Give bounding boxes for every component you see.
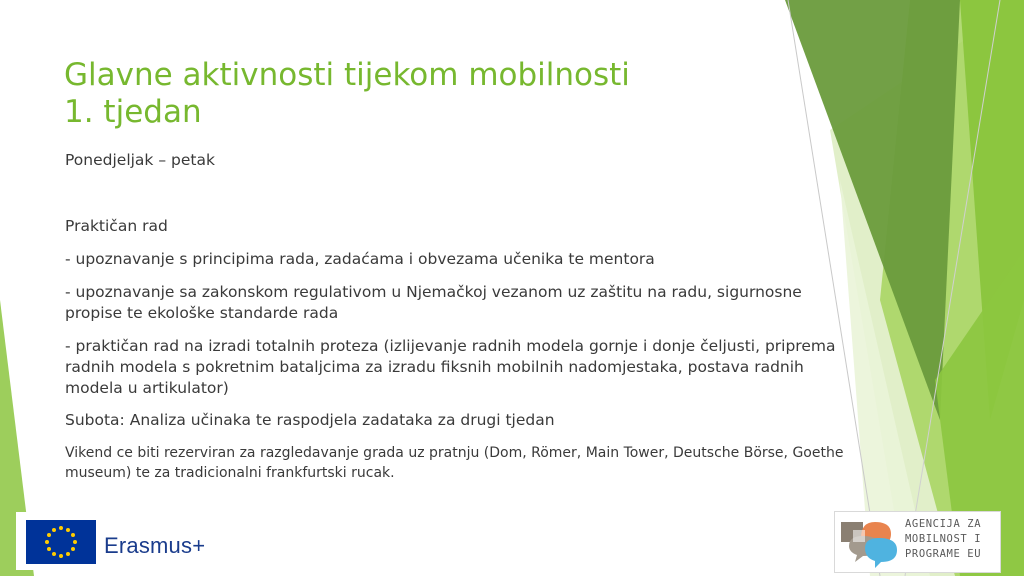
subtitle-days: Ponedjeljak – petak (65, 151, 215, 169)
slide-title (64, 57, 764, 131)
speech-bubbles-icon (839, 516, 899, 568)
agency-name-line-3: PROGRAME EU (905, 548, 982, 560)
slide-title-line-1: Glavne aktivnosti tijekom mobilnosti (64, 57, 630, 93)
list-item: - upoznavanje sa zakonskom regulativom u Njemačkoj vezanom uz zaštitu na radu, sigurnosne propise te ekološke standarde rada (65, 283, 802, 322)
saturday-note: Subota: Analiza učinaka te raspodjela zadataka za drugi tjedan (65, 411, 555, 429)
eu-flag-icon (26, 520, 96, 564)
list-item: - upoznavanje s principima rada, zadaćama i obvezama učenika te mentora (65, 250, 655, 268)
erasmus-logo (16, 512, 226, 570)
slide-title-line-2: 1. tjedan (64, 94, 202, 130)
erasmus-wordmark: Erasmus+ (104, 533, 206, 558)
agency-name-line-2: MOBILNOST I (905, 533, 982, 545)
list-item: - praktičan rad na izradi totalnih proteza (izlijevanje radnih modela gornje i donje čeljusti, priprema radnih modela s pokretnim bataljcima za izradu fiksnih mobilnih nadomjestaka, postava radnih modela u artikulator) (65, 337, 836, 397)
agency-name (905, 517, 981, 562)
agency-name-line-1: AGENCIJA ZA (905, 518, 982, 530)
section-heading: Praktičan rad (65, 217, 168, 235)
agency-logo (834, 511, 1001, 573)
weekend-note: Vikend ce biti rezerviran za razgledavanje grada uz pratnju (Dom, Römer, Main Tower, Deutsche Börse, Goethe museum) te za tradicionalni frankfurtski rucak. (65, 445, 844, 481)
